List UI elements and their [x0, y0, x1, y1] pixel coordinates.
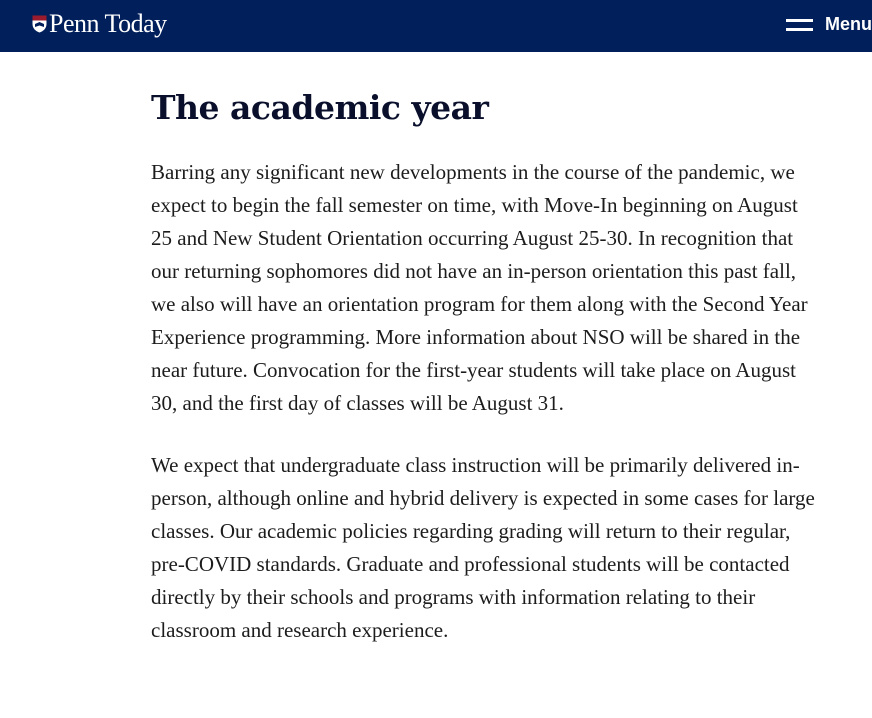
- section-heading: The academic year: [151, 88, 489, 127]
- article-body: [151, 80, 819, 647]
- article-paragraph: Barring any significant new developments in the course of the pandemic, we expect to begin the fall semester on time, with Move-In beginning on August 25 and New Student Orientation occurring August 25-30. In recognition that our returning sophomores did not have an in-person orientation this past fall, we also will have an orientation program for them along with the Second Year Experience programming. More information about NSO will be shared in the near future. Convocation for the first-year students will take place on August 30, and the first day of classes will be August 31.: [151, 160, 808, 415]
- menu-button[interactable]: [786, 10, 872, 38]
- article-paragraph: We expect that undergraduate class instruction will be primarily delivered in-person, although online and hybrid delivery is expected in some cases for large classes. Our academic policies regarding grading will return to their regular, pre-COVID standards. Graduate and professional students will be contacted directly by their schools and programs with information relating to their classroom and research experience.: [151, 453, 815, 642]
- site-name: Penn Today: [49, 9, 167, 38]
- penn-today-logo-link[interactable]: [32, 9, 167, 39]
- menu-label: Menu: [825, 13, 872, 34]
- hamburger-icon: [786, 18, 813, 31]
- site-header: [0, 0, 872, 52]
- penn-shield-icon: [32, 15, 47, 33]
